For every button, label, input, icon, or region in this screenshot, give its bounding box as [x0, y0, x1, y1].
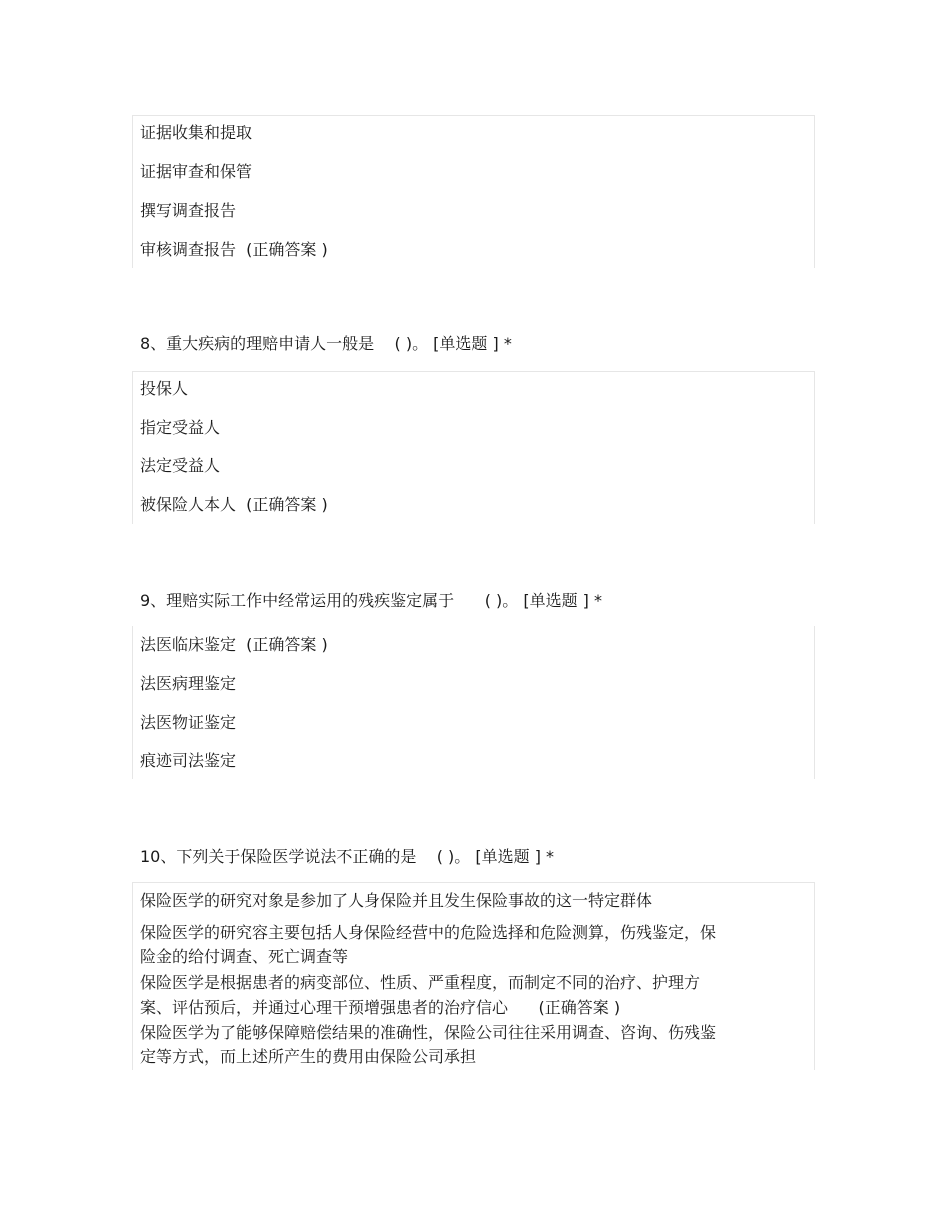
q9-option-c[interactable]: 法医物证鉴定	[140, 713, 237, 732]
q8-option-a[interactable]: 投保人	[140, 379, 189, 398]
q10-option-d[interactable]: 保险医学为了能够保障赔偿结果的准确性，保险公司往往采用调查、咨询、伤残鉴 定等方式，而上述所产生的费用由保险公司承担	[140, 1023, 717, 1066]
question-9-title: 9、理赔实际工作中经常运用的残疾鉴定属于 ( )。 [单选题 ] *	[140, 591, 603, 610]
question-10-title: 10、下列关于保险医学说法不正确的是 ( )。 [单选题 ] *	[140, 847, 555, 866]
options-box-q8	[132, 371, 815, 524]
q10-option-a[interactable]: 保险医学的研究对象是参加了人身保险并且发生保险事故的这一特定群体	[140, 891, 653, 910]
options-box-q9	[132, 626, 815, 779]
option-a[interactable]: 证据收集和提取	[140, 123, 253, 142]
question-8-title: 8、重大疾病的理赔申请人一般是 ( )。 [单选题 ] *	[140, 334, 512, 353]
q9-option-b[interactable]: 法医病理鉴定	[140, 674, 237, 693]
options-box-prev	[132, 115, 815, 268]
q8-option-c[interactable]: 法定受益人	[140, 456, 221, 475]
options-box-q10	[132, 882, 815, 1070]
q8-option-d-correct[interactable]: 被保险人本人 (正确答案 )	[140, 495, 328, 514]
q9-option-d[interactable]: 痕迹司法鉴定	[140, 751, 237, 770]
q10-option-b[interactable]: 保险医学的研究容主要包括人身保险经营中的危险选择和危险测算，伤残鉴定，保 险金的给付调查、死亡调查等	[140, 923, 717, 966]
option-d-correct[interactable]: 审核调查报告 (正确答案 )	[140, 240, 328, 259]
option-c[interactable]: 撰写调查报告	[140, 201, 237, 220]
q8-option-b[interactable]: 指定受益人	[140, 418, 221, 437]
q10-option-c-correct[interactable]: 保险医学是根据患者的病变部位、性质、严重程度，而制定不同的治疗、护理方 案、评估预后，并通过心理干预增强患者的治疗信心 (正确答案 )	[140, 973, 701, 1017]
q9-option-a-correct[interactable]: 法医临床鉴定 (正确答案 )	[140, 635, 328, 654]
option-b[interactable]: 证据审查和保管	[140, 162, 253, 181]
